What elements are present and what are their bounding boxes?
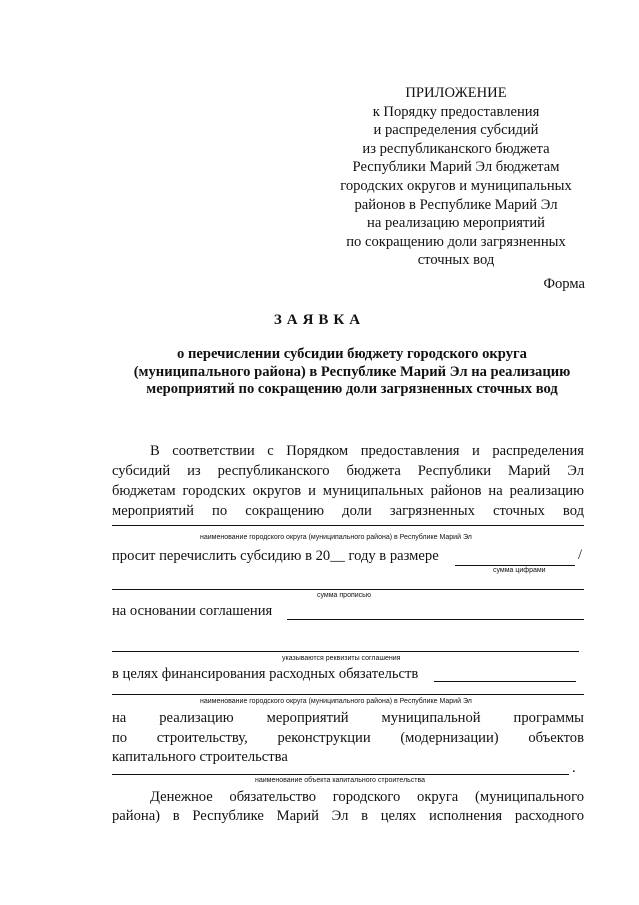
document-subtitle — [120, 346, 584, 399]
request-text: просит перечислить субсидию в 20__ году в размере — [112, 548, 439, 564]
line-end-dot: . — [572, 760, 576, 776]
appendix-line: ПРИЛОЖЕНИЕ — [405, 85, 507, 101]
para1-line: мероприятий по сокращению доли загрязненных сточных вод — [112, 503, 584, 519]
appendix-line: Республики Марий Эл бюджетам — [352, 159, 560, 176]
subtitle-line: (муниципального района) в Республике Марий Эл на реализацию — [133, 363, 571, 380]
sum-words-fill-line[interactable] — [112, 589, 584, 590]
document-title: ЗАЯВКА — [273, 312, 366, 328]
sum-digits-fill-line[interactable] — [455, 565, 575, 566]
appendix-block — [300, 84, 612, 270]
slash-separator: / — [578, 547, 583, 563]
subtitle-line: мероприятий по сокращению доли загрязненных сточных вод — [146, 381, 558, 397]
caption-object: наименование объекта капитального строительства — [255, 777, 426, 784]
para1-line: бюджетам городских округов и муниципальных районов на реализацию — [112, 483, 584, 499]
program-line: по строительству, реконструкции (модернизации) объектов — [112, 730, 584, 746]
para2-line: района) в Республике Марий Эл в целях исполнения расходного — [112, 808, 584, 824]
para1-line: субсидий из республиканского бюджета Республики Марий Эл — [112, 463, 584, 479]
appendix-line: на реализацию мероприятий — [367, 215, 545, 232]
financing-fill-line[interactable] — [434, 681, 576, 682]
form-label: Форма — [543, 276, 585, 292]
agreement-fill-line[interactable] — [287, 619, 584, 620]
caption-agreement: указываются реквизиты соглашения — [282, 655, 401, 662]
caption-municipality-2: наименование городского округа (муниципального района) в Республике Марий Эл — [200, 698, 472, 705]
object-fill-line[interactable] — [112, 774, 569, 775]
appendix-line: районов в Республике Марий Эл — [354, 196, 558, 213]
appendix-line: по сокращению доли загрязненных — [346, 233, 566, 250]
caption-sum-digits: сумма цифрами — [493, 567, 546, 574]
para1-line: В соответствии с Порядком предоставления и распределения — [150, 443, 584, 459]
municipality-fill-line[interactable] — [112, 525, 584, 526]
caption-sum-words: сумма прописью — [317, 592, 372, 599]
basis-text: на основании соглашения — [112, 603, 273, 619]
caption-municipality: наименование городского округа (муниципального района) в Республике Марий Эл — [200, 534, 472, 541]
appendix-line: городских округов и муниципальных — [340, 177, 572, 194]
municipality-fill-line-2[interactable] — [112, 694, 584, 695]
subtitle-line: о перечислении субсидии бюджету городского округа — [177, 346, 527, 362]
appendix-line: сточных вод — [417, 252, 495, 269]
financing-text: в целях финансирования расходных обязательств — [112, 666, 419, 682]
para2-line: Денежное обязательство городского округа (муниципального — [150, 789, 584, 805]
agreement-details-fill-line[interactable] — [112, 651, 579, 652]
program-line-last: капитального строительства — [112, 749, 288, 765]
appendix-line: и распределения субсидий — [373, 122, 539, 139]
appendix-line: из республиканского бюджета — [362, 140, 550, 157]
appendix-line: к Порядку предоставления — [372, 103, 540, 120]
program-line: на реализацию мероприятий муниципальной программы — [112, 710, 584, 726]
